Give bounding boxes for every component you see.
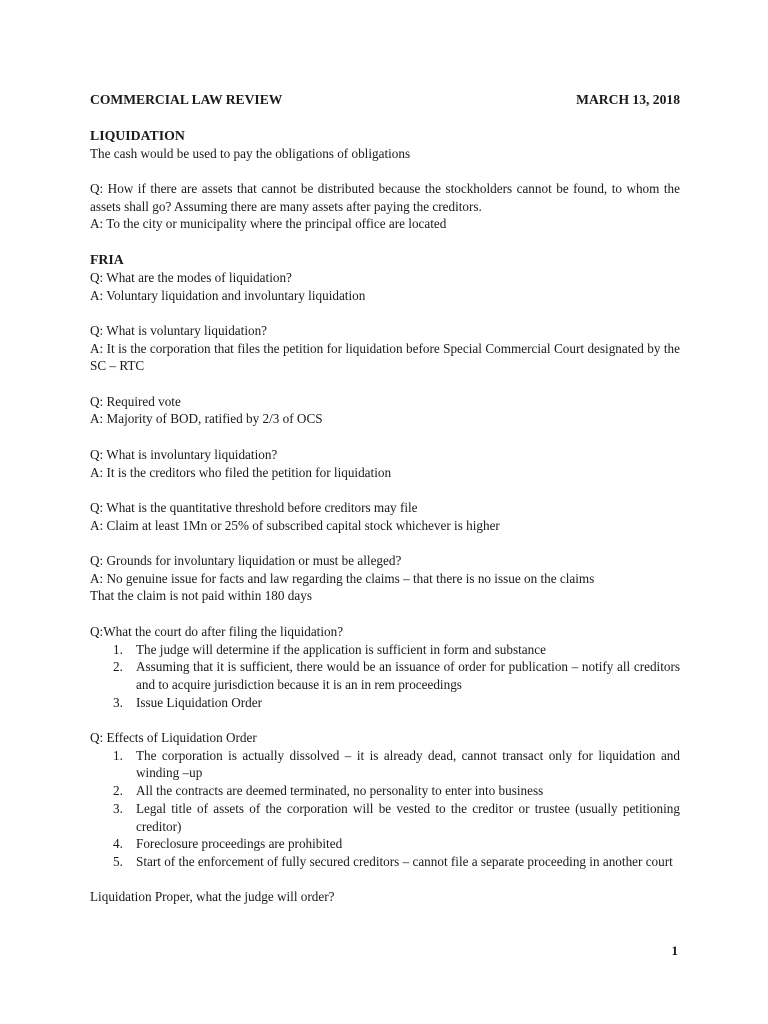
- question-involuntary: Q: What is involuntary liquidation?: [90, 446, 278, 462]
- answer-unclaimed-assets: A: To the city or municipality where the principal office are located: [90, 216, 447, 232]
- list-item: [113, 853, 680, 871]
- list-text: Issue Liquidation Order: [136, 694, 262, 710]
- list-number: 2.: [113, 659, 123, 675]
- list-number: 5.: [113, 853, 123, 869]
- answer-voluntary: A: It is the corporation that files the petition for liquidation before Special Commercial Court designated by the SC – RTC: [90, 340, 680, 374]
- list-text: The corporation is actually dissolved – it is already dead, cannot transact only for liquidation and winding –up: [136, 747, 680, 781]
- grounds-extra: That the claim is not paid within 180 days: [90, 588, 312, 604]
- list-text: Assuming that it is sufficient, there would be an issuance of order for publication – notify all creditors and to acquire jurisdiction because it is an in rem proceedings: [136, 659, 680, 692]
- section-heading-liquidation: LIQUIDATION: [90, 127, 185, 143]
- list-number: 3.: [113, 800, 123, 816]
- list-item: [113, 835, 680, 853]
- question-threshold: Q: What is the quantitative threshold before creditors may file: [90, 499, 418, 515]
- court-steps-list: [90, 641, 680, 712]
- list-text: Legal title of assets of the corporation will be vested to the creditor or trustee (usually petitioning creditor): [136, 800, 680, 834]
- question-court: Q:What the court do after filing the liquidation?: [90, 623, 344, 639]
- list-number: 1.: [113, 641, 123, 657]
- liquidation-intro: The cash would be used to pay the obligations of obligations: [90, 145, 411, 161]
- list-item: [113, 800, 680, 835]
- list-number: 4.: [113, 836, 123, 852]
- answer-involuntary: A: It is the creditors who filed the petition for liquidation: [90, 464, 392, 480]
- question-voluntary: Q: What is voluntary liquidation?: [90, 322, 268, 338]
- effects-list: [90, 747, 680, 871]
- document-date: MARCH 13, 2018: [576, 92, 680, 107]
- list-item: [113, 747, 680, 782]
- question-effects: Q: Effects of Liquidation Order: [90, 730, 257, 746]
- list-item: [113, 641, 680, 659]
- document-page: [90, 91, 680, 906]
- document-header: [90, 91, 680, 109]
- list-number: 1.: [113, 747, 123, 763]
- question-modes: Q: What are the modes of liquidation?: [90, 269, 292, 285]
- answer-modes: A: Voluntary liquidation and involuntary liquidation: [90, 287, 366, 303]
- list-number: 2.: [113, 783, 123, 799]
- closing-question: Liquidation Proper, what the judge will order?: [90, 889, 335, 905]
- answer-vote: A: Majority of BOD, ratified by 2/3 of OCS: [90, 411, 323, 427]
- document-title: COMMERCIAL LAW REVIEW: [90, 92, 283, 107]
- section-heading-fria: FRIA: [90, 251, 124, 267]
- answer-threshold: A: Claim at least 1Mn or 25% of subscribed capital stock whichever is higher: [90, 517, 500, 533]
- list-text: The judge will determine if the application is sufficient in form and substance: [136, 641, 546, 657]
- list-number: 3.: [113, 694, 123, 710]
- list-item: [113, 694, 680, 712]
- question-vote: Q: Required vote: [90, 393, 181, 409]
- answer-grounds: A: No genuine issue for facts and law regarding the claims – that there is no issue on the claims: [90, 570, 595, 586]
- page-number: 1: [671, 943, 678, 958]
- list-item: [113, 658, 680, 693]
- question-unclaimed-assets: Q: How if there are assets that cannot be distributed because the stockholders cannot be found, to whom the assets shall go? Assuming there are many assets after paying the creditors.: [90, 181, 680, 214]
- list-text: Foreclosure proceedings are prohibited: [136, 836, 343, 852]
- list-text: All the contracts are deemed terminated, no personality to enter into business: [136, 783, 544, 799]
- question-grounds: Q: Grounds for involuntary liquidation or must be alleged?: [90, 553, 402, 569]
- list-text: Start of the enforcement of fully secured creditors – cannot file a separate proceeding in another court: [136, 853, 673, 869]
- list-item: [113, 782, 680, 800]
